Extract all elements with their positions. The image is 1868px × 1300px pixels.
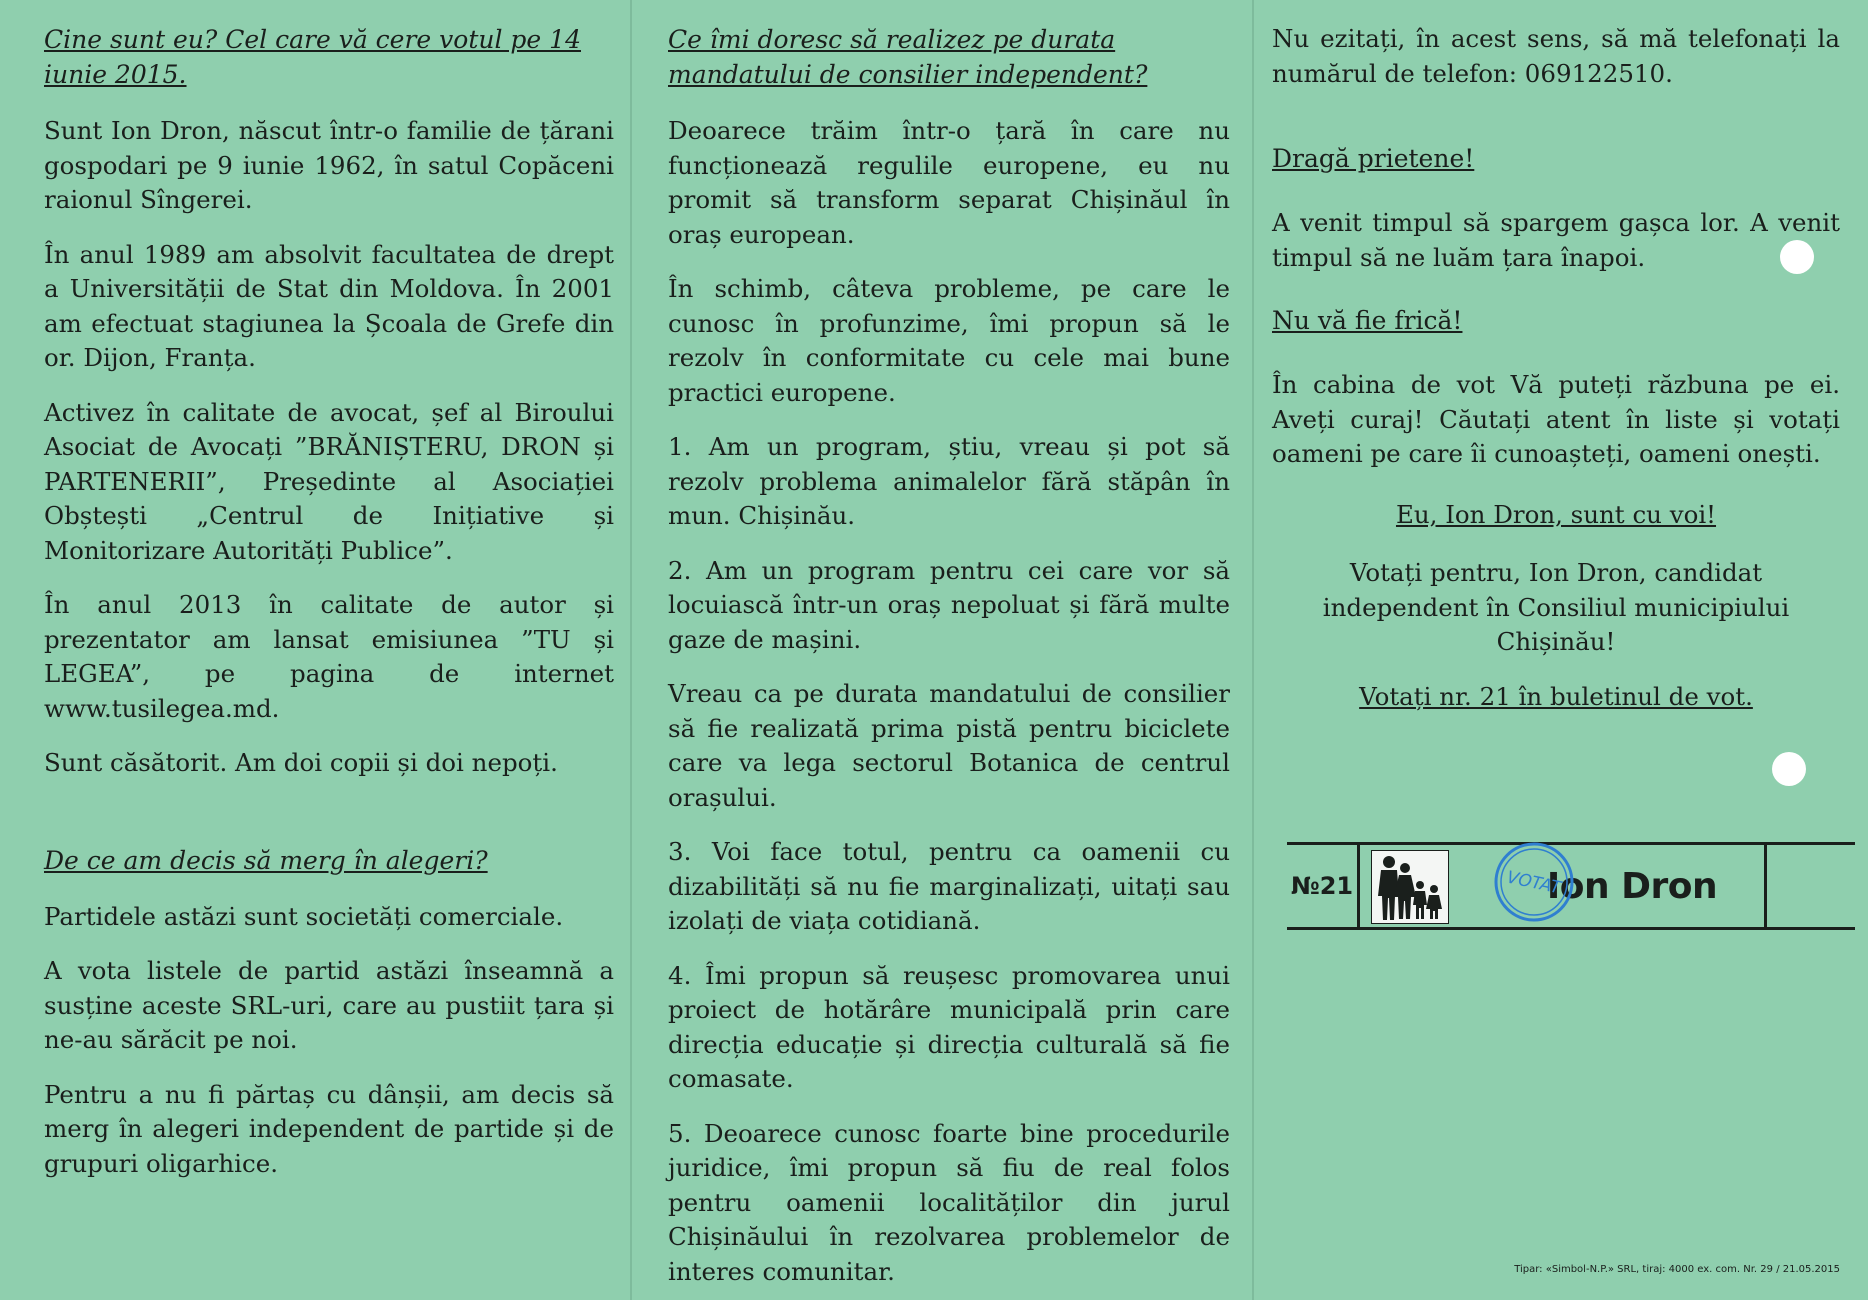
column-about (44, 22, 614, 1201)
slogan: Eu, Ion Dron, sunt cu voi! (1395, 499, 1717, 529)
phone-text: Nu ezitați, în acest sens, să mă telefonați la numărul de telefon: 069122510. (1272, 24, 1840, 88)
fold-line (1252, 0, 1254, 1300)
paragraph: În schimb, câteva probleme, pe care le cunosc în profunzime, îmi propun să le rezolv în conformitate cu cele mai bune practici europene. (668, 274, 1230, 407)
paragraph: Sunt căsătorit. Am doi copii și doi nepoți. (44, 748, 558, 777)
section-heading-why: De ce am decis să merg în alegeri? (44, 845, 488, 875)
column-appeal (1272, 22, 1840, 734)
punch-hole (1772, 752, 1806, 786)
candidate-name: Ion Dron (1546, 865, 1718, 907)
paragraph: Vreau ca pe durata mandatului de consilier să fie realizată prima pistă pentru biciclete care va lega sectorul Botanica de centrul orașului. (668, 679, 1230, 812)
paragraph: În anul 1989 am absolvit facultatea de drept a Universității de Stat din Moldova. În 2001 am efectuat stagiunea la Școala de Grefe din or. Dijon, Franța. (44, 239, 614, 372)
program-item: 2. Am un program pentru cei care vor să locuiască într-un oraș nepoluat și fără multe gaze de mașini. (668, 555, 1230, 654)
section-heading-who: Cine sunt eu? Cel care vă cere votul pe 14 iunie 2015. (44, 25, 581, 89)
paragraph: A vota listele de partid astăzi înseamnă a susține aceste SRL-uri, care au pustiit țara și ne-au sărăcit pe noi. (44, 956, 614, 1054)
family-icon (1371, 850, 1449, 924)
section-heading-program: Ce îmi doresc să realizez pe durata mandatului de consilier independent? (668, 25, 1148, 89)
fold-line (630, 0, 632, 1300)
punch-hole (1780, 240, 1814, 274)
program-item: 3. Voi face totul, pentru ca oamenii cu dizabilități să nu fie marginalizați, uitați sau izolați de viața cotidiană. (668, 837, 1230, 935)
stamp-text: VOTAT (1504, 867, 1563, 899)
paragraph: În anul 2013 în calitate de autor și prezentator am lansat emisiunea ”TU și LEGEA”, pe pagina de internet www.tusilegea.md. (44, 590, 614, 723)
program-item: 4. Îmi propun să reușesc promovarea unui proiect de hotărâre municipală prin care direcția educație și direcția culturală să fie comasate. (668, 960, 1230, 1093)
program-item: 5. Deoarece cunosc foarte bine procedurile juridice, îmi propun să fiu de real folos pentru oamenii localităților din jurul Chișinăului în rezolvarea problemelor de interes comunitar. (668, 1118, 1230, 1286)
heading-dear-friend: Dragă prietene! (1272, 144, 1475, 173)
ballot-number: №21 (1287, 845, 1360, 927)
paragraph: Pentru a nu fi părtaș cu dânșii, am decis să merg în alegeri independent de partide și de grupuri oligarhice. (44, 1079, 614, 1178)
column-program (668, 22, 1230, 1300)
paragraph: În cabina de vot Vă puteți răzbuna pe ei. Aveți curaj! Căutați atent în liste și votați oameni pe care îi cunoașteți, oameni onești. (1272, 370, 1840, 468)
paragraph: Sunt Ion Dron, născut într-o familie de țărani gospodari pe 9 iunie 1962, în satul Copăceni raionul Sîngerei. (44, 116, 614, 214)
paragraph: Deoarece trăim într-o țară în care nu funcționează regulile europene, eu nu promit să transform separat Chișinăul în oraș european. (668, 116, 1230, 249)
vote-call: Votați pentru, Ion Dron, candidat independent în Consiliul municipiului Chișinău! (1322, 558, 1790, 656)
heading-no-fear: Nu vă fie frică! (1272, 306, 1463, 335)
paragraph: A venit timpul să spargem gașca lor. A venit timpul să ne luăm țara înapoi. (1272, 208, 1840, 272)
print-info: Tipar: «Simbol-N.P.» SRL, tiraj: 4000 ex. com. Nr. 29 / 21.05.2015 (1514, 1264, 1840, 1275)
paragraph: Partidele astăzi sunt societăți comerciale. (44, 901, 564, 931)
ballot-divider (1764, 845, 1767, 927)
ballot-call: Votați nr. 21 în buletinul de vot. (1359, 681, 1753, 711)
votat-stamp (1488, 836, 1580, 928)
program-item: 1. Am un program, știu, vreau și pot să rezolv problema animalelor fără stăpân în mun. Chișinău. (668, 432, 1230, 530)
paragraph: Activez în calitate de avocat, șef al Biroului Asociat de Avocați ”BRĂNIȘTERU, DRON și PARTENERII”, Președinte al Asociației Obștești „Centrul de Inițiative și Monitorizare Autorități Publice”. (44, 397, 614, 565)
